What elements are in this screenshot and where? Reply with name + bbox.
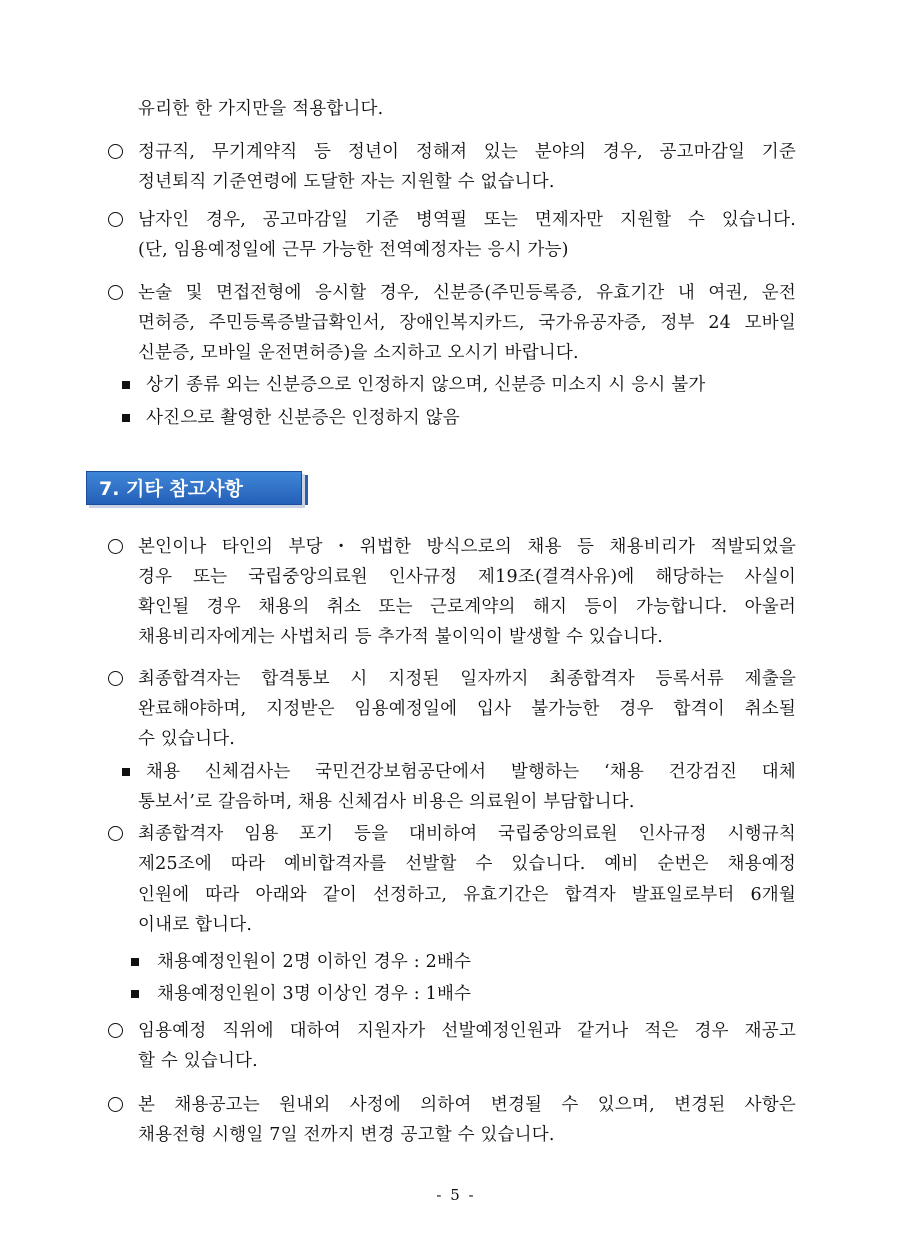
text-line: 본 채용공고는 원내외 사정에 의하여 변경될 수 있으며, 변경된 사항은 xyxy=(138,1095,796,1115)
text-line: 정년퇴직 기준연령에 도달한 자는 지원할 수 없습니다. xyxy=(138,172,555,192)
text-line: 남자인 경우, 공고마감일 기준 병역필 또는 면제자만 지원할 수 있습니다. xyxy=(138,210,796,230)
text-line: 확인될 경우 채용의 취소 또는 근로계약의 해지 등이 가능합니다. 아울러 xyxy=(138,597,796,617)
text-line: 완료해야하며, 지정받은 임용예정일에 입사 불가능한 경우 합격이 취소될 xyxy=(138,699,796,719)
text-line: 경우 또는 국립중앙의료원 인사규정 제19조(결격사유)에 해당하는 사실이 xyxy=(138,567,796,587)
text-line: 채용예정인원이 2명 이하인 경우 : 2배수 xyxy=(157,952,472,972)
text-line: 면허증, 주민등록증발급확인서, 장애인복지카드, 국가유공자증, 정부 24 모바일 xyxy=(138,313,796,333)
text-line: 제25조에 따라 예비합격자를 선발할 수 있습니다. 예비 순번은 채용예정 xyxy=(138,854,796,874)
text-line: 채용전형 시행일 7일 전까지 변경 공고할 수 있습니다. xyxy=(138,1125,555,1145)
section-heading-text: 7. 기타 참고사항 xyxy=(99,478,243,500)
text-line: 정규직, 무기계약직 등 정년이 정해져 있는 분야의 경우, 공고마감일 기준 xyxy=(138,142,796,162)
text-line: (단, 임용예정일에 근무 가능한 전역예정자는 응시 가능) xyxy=(138,240,569,260)
section-heading xyxy=(86,471,302,505)
text-line: 채용비리자에게는 사법처리 등 추가적 불이익이 발생할 수 있습니다. xyxy=(138,627,664,647)
text-line: 할 수 있습니다. xyxy=(138,1051,258,1071)
text-line: 사진으로 촬영한 신분증은 인정하지 않음 xyxy=(146,408,460,428)
circle-bullet-icon xyxy=(108,671,123,686)
text-line: 이내로 합니다. xyxy=(138,915,253,935)
text-line: 채용 신체검사는 국민건강보험공단에서 발행하는 ‘채용 건강검진 대체 xyxy=(146,762,796,782)
text-line: 최종합격자 임용 포기 등을 대비하여 국립중앙의료원 인사규정 시행규칙 xyxy=(138,824,796,844)
text-line: 인원에 따라 아래와 같이 선정하고, 유효기간은 합격자 발표일로부터 6개월 xyxy=(138,885,796,905)
text-line: 임용예정 직위에 대하여 지원자가 선발예정인원과 같거나 적은 경우 재공고 xyxy=(138,1021,796,1041)
text-line: 채용예정인원이 3명 이상인 경우 : 1배수 xyxy=(157,984,472,1004)
text-line: 수 있습니다. xyxy=(138,729,236,749)
circle-bullet-icon xyxy=(108,144,123,159)
text-line: 신분증, 모바일 운전면허증)을 소지하고 오시기 바랍니다. xyxy=(138,343,579,363)
page-number: - 5 - xyxy=(436,1186,476,1204)
square-bullet-icon xyxy=(131,990,139,998)
circle-bullet-icon xyxy=(108,826,123,841)
circle-bullet-icon xyxy=(108,1023,123,1038)
text-line: 유리한 한 가지만을 적용합니다. xyxy=(138,99,384,119)
square-bullet-icon xyxy=(122,414,130,422)
square-bullet-icon xyxy=(131,958,139,966)
circle-bullet-icon xyxy=(108,285,123,300)
text-line: 최종합격자는 합격통보 시 지정된 일자까지 최종합격자 등록서류 제출을 xyxy=(138,669,796,689)
text-line: 통보서’로 갈음하며, 채용 신체검사 비용은 의료원이 부담합니다. xyxy=(138,792,635,812)
square-bullet-icon xyxy=(122,381,130,389)
text-line: 논술 및 면접전형에 응시할 경우, 신분증(주민등록증, 유효기간 내 여권, 운전 xyxy=(138,283,796,303)
square-bullet-icon xyxy=(122,768,130,776)
text-line: 상기 종류 외는 신분증으로 인정하지 않으며, 신분증 미소지 시 응시 불가 xyxy=(146,375,706,395)
circle-bullet-icon xyxy=(108,212,123,227)
circle-bullet-icon xyxy=(108,1097,123,1112)
text-line: 본인이나 타인의 부당・위법한 방식으로의 채용 등 채용비리가 적발되었을 xyxy=(138,537,796,557)
circle-bullet-icon xyxy=(108,539,123,554)
